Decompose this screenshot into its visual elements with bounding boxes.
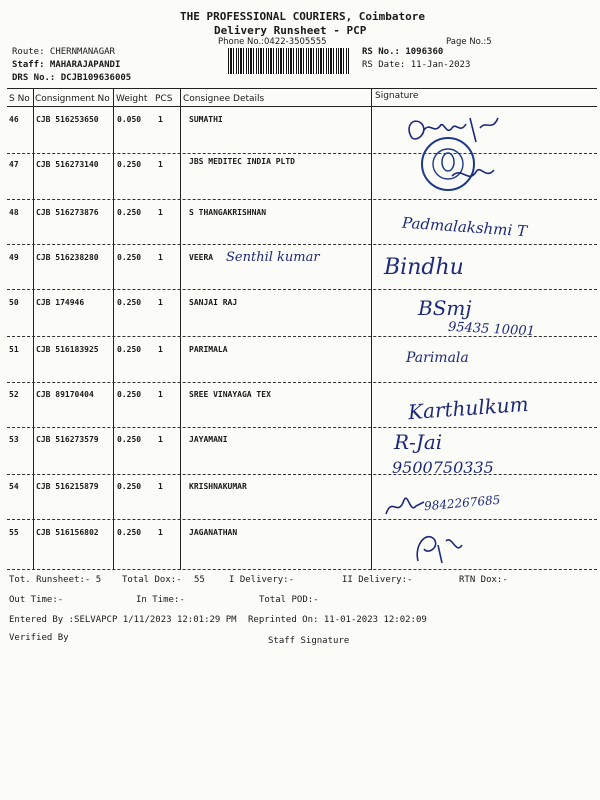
row-divider (7, 289, 597, 290)
row-consignment: CJB 516183925 (36, 345, 99, 354)
out-time: Out Time:- (9, 595, 64, 605)
runsheet-subtitle: Delivery Runsheet - PCP (214, 24, 367, 37)
signature-row-52: Karthulkum (407, 391, 530, 425)
signature-row-51: Parimala (406, 350, 469, 366)
company-title: THE PROFESSIONAL COURIERS, Coimbatore (180, 10, 426, 23)
in-time: In Time:- (136, 595, 185, 605)
row-pcs: 1 (158, 253, 163, 262)
row-sno: 54 (9, 482, 19, 491)
col-header-signature: Signature (375, 91, 419, 101)
table-bottom-divider (7, 569, 597, 570)
row-pcs: 1 (158, 298, 163, 307)
row-consignee: SREE VINAYAGA TEX (189, 390, 271, 399)
signature-row-55 (408, 525, 468, 569)
row-divider (7, 199, 597, 200)
rtn-dox: RTN Dox:- (459, 575, 508, 585)
row-weight: 0.250 (117, 482, 142, 491)
row-divider (7, 427, 597, 428)
row-divider (7, 474, 597, 475)
row-weight: 0.250 (117, 208, 142, 217)
signature-row-53: R-Jai (394, 430, 443, 454)
staff-label: Staff: MAHARAJAPANDI (12, 60, 121, 70)
row-sno: 48 (9, 208, 19, 217)
row-consignee: PARIMALA (189, 345, 228, 354)
total-dox-label: Total Dox:- (122, 575, 182, 585)
total-pod: Total POD:- (259, 595, 319, 605)
row-pcs: 1 (158, 528, 163, 537)
col-divider (371, 88, 372, 570)
rs-number: RS No.: 1096360 (362, 47, 444, 57)
row-consignee: JBS MEDITEC INDIA PLTD (189, 157, 295, 166)
row-divider (7, 244, 597, 245)
col-divider (113, 88, 114, 570)
row-weight: 0.250 (117, 298, 142, 307)
row-divider (7, 153, 597, 154)
row-consignee: SUMATHI (189, 115, 223, 124)
phone-number: Phone No.:0422-3505555 (218, 37, 327, 47)
row-divider (7, 382, 597, 383)
row-sno: 47 (9, 160, 19, 169)
drs-number: DRS No.: DCJB109636005 (12, 73, 132, 83)
row-sno: 55 (9, 528, 19, 537)
tot-runsheet: Tot. Runsheet:- 5 (9, 575, 102, 585)
row-weight: 0.250 (117, 435, 142, 444)
row-sno: 50 (9, 298, 19, 307)
row-consignment: CJB 516273579 (36, 435, 99, 444)
row-weight: 0.250 (117, 528, 142, 537)
row-sno: 53 (9, 435, 19, 444)
row-pcs: 1 (158, 115, 163, 124)
row-pcs: 1 (158, 345, 163, 354)
row-pcs: 1 (158, 435, 163, 444)
signature-row-50: BSmj (418, 296, 472, 320)
table-top-border (7, 88, 597, 89)
handwritten-note-row-49: Senthil kumar (226, 250, 320, 265)
stamp-row-47 (418, 132, 498, 194)
row-consignment: CJB 89170404 (36, 390, 94, 399)
row-consignee: SANJAI RAJ (189, 298, 238, 307)
row-consignee: S THANGAKRISHNAN (189, 208, 267, 217)
row-consignment: CJB 516156802 (36, 528, 99, 537)
page-number: Page No.:5 (446, 37, 492, 47)
col-header-pcs: PCS (155, 94, 173, 104)
row-consignment: CJB 516273876 (36, 208, 99, 217)
row-sno: 52 (9, 390, 19, 399)
signature-row-49: Bindhu (384, 255, 464, 280)
rs-date: RS Date: 11-Jan-2023 (362, 60, 471, 70)
row-consignment: CJB 516238280 (36, 253, 99, 262)
col-divider (180, 88, 181, 570)
row-consignee: VEERA (189, 253, 214, 262)
row-consignee: JAYAMANI (189, 435, 228, 444)
row-weight: 0.250 (117, 345, 142, 354)
row-pcs: 1 (158, 482, 163, 491)
signature-row-54-phone: 9842267685 (423, 492, 501, 514)
i-delivery: I Delivery:- (229, 575, 295, 585)
col-divider (33, 88, 34, 570)
row-weight: 0.250 (117, 160, 142, 169)
row-sno: 51 (9, 345, 19, 354)
row-consignment: CJB 516215879 (36, 482, 99, 491)
row-consignee: KRISHNAKUMAR (189, 482, 247, 491)
row-sno: 49 (9, 253, 19, 262)
total-dox-value: 55 (194, 575, 205, 585)
col-header-consignee: Consignee Details (183, 94, 265, 104)
row-divider (7, 519, 597, 520)
col-header-weight: Weight (116, 94, 148, 104)
barcode (228, 48, 350, 74)
ii-delivery: II Delivery:- (342, 575, 413, 585)
col-header-sno: S No (9, 94, 30, 104)
entered-by: Entered By :SELVAPCP 1/11/2023 12:01:29 PM (9, 615, 237, 625)
row-consignment: CJB 516253650 (36, 115, 99, 124)
row-consignee: JAGANATHAN (189, 528, 238, 537)
table-header-border (7, 106, 597, 107)
signature-row-48: Padmalakshmi T (401, 213, 528, 241)
signature-row-53-phone: 9500750335 (392, 458, 494, 477)
route-label: Route: CHERNMANAGAR (12, 47, 115, 57)
row-weight: 0.050 (117, 115, 142, 124)
staff-signature: Staff Signature (268, 636, 350, 646)
col-header-consignment: Consignment No (35, 94, 110, 104)
row-consignment: CJB 174946 (36, 298, 85, 307)
reprinted-on: Reprinted On: 11-01-2023 12:02:09 (248, 615, 427, 625)
row-sno: 46 (9, 115, 19, 124)
row-pcs: 1 (158, 160, 163, 169)
row-weight: 0.250 (117, 390, 142, 399)
row-pcs: 1 (158, 208, 163, 217)
verified-by: Verified By (9, 633, 69, 643)
row-pcs: 1 (158, 390, 163, 399)
signature-row-50-phone: 95435 10001 (447, 319, 536, 340)
row-consignment: CJB 516273140 (36, 160, 99, 169)
row-weight: 0.250 (117, 253, 142, 262)
signature-row-54 (380, 488, 430, 520)
